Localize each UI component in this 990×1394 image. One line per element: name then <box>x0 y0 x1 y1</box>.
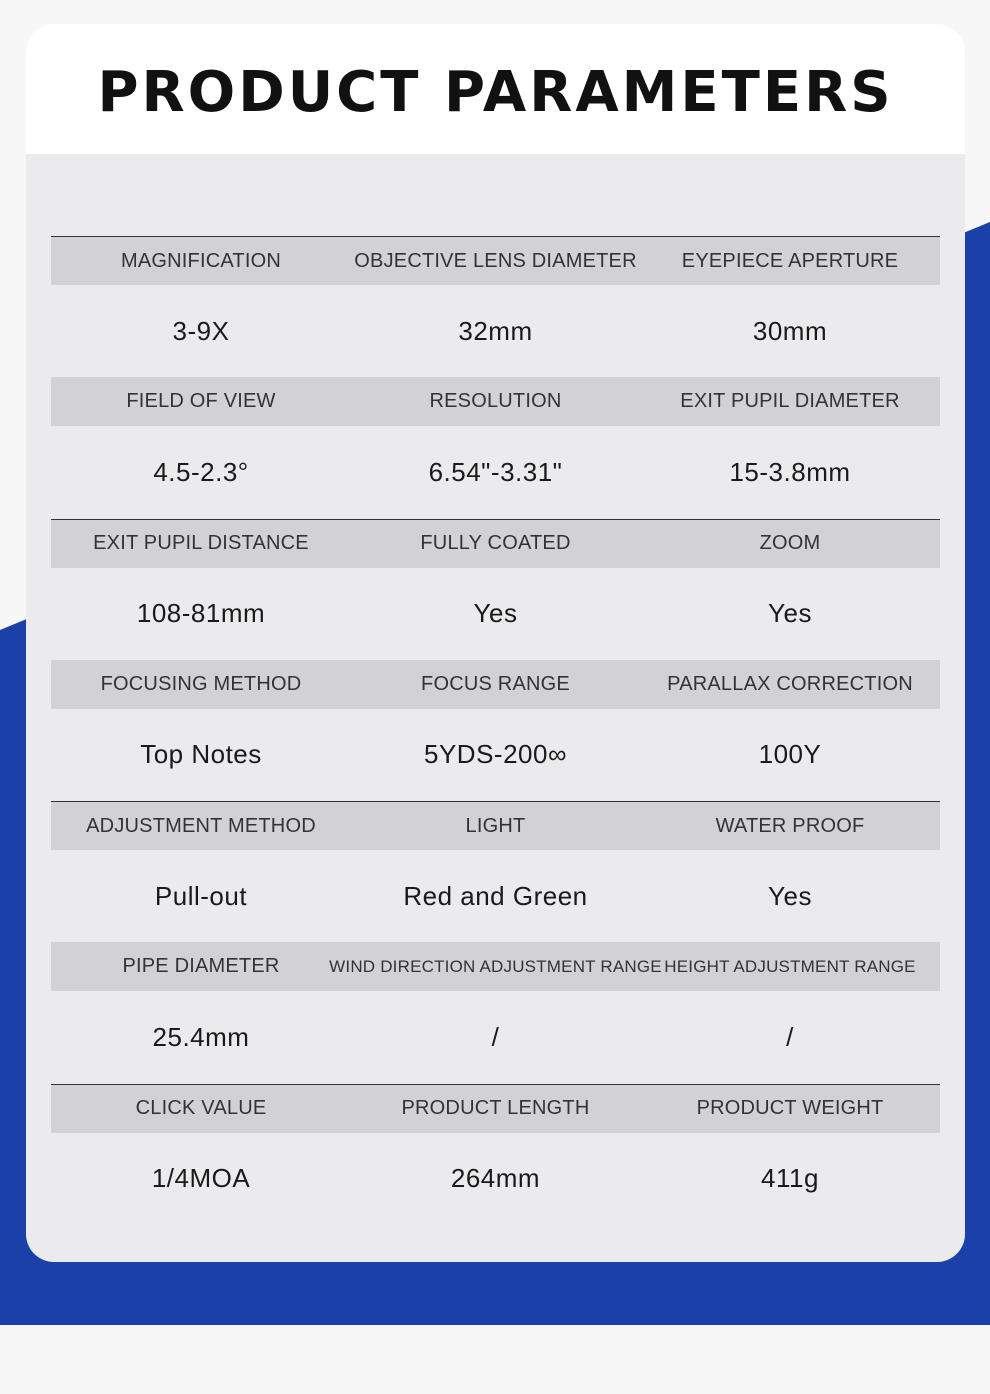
value-row <box>51 285 940 377</box>
label-row <box>51 236 940 285</box>
param-value: 32mm <box>458 315 533 346</box>
param-label: FOCUS RANGE <box>421 672 570 695</box>
param-value: Top Notes <box>140 739 262 770</box>
parameter-group <box>51 377 940 518</box>
parameter-group <box>51 519 940 660</box>
value-row <box>51 991 940 1083</box>
parameter-group <box>51 801 940 942</box>
param-value: 30mm <box>752 315 828 346</box>
value-row <box>51 426 940 518</box>
bottom-strip <box>0 1325 990 1394</box>
param-value: 108-81mm <box>136 598 266 629</box>
parameter-group <box>51 1084 940 1225</box>
param-label: WIND DIRECTION ADJUSTMENT RANGE <box>329 956 662 976</box>
value-row <box>51 568 940 660</box>
parameters-table <box>51 236 940 1225</box>
param-value: Pull-out <box>154 880 248 911</box>
param-label: PRODUCT WEIGHT <box>696 1097 884 1120</box>
param-value: 5YDS-200∞ <box>424 739 567 770</box>
param-label: FULLY COATED <box>420 532 571 555</box>
page-title: PRODUCT PARAMETERS <box>97 60 894 125</box>
param-value: Yes <box>768 598 812 629</box>
param-value: / <box>786 1021 794 1052</box>
param-label: PARALLAX CORRECTION <box>667 672 913 695</box>
param-label: RESOLUTION <box>429 390 562 413</box>
param-label: PRODUCT LENGTH <box>401 1097 590 1120</box>
parameter-group <box>51 236 940 377</box>
param-label: MAGNIFICATION <box>120 249 281 272</box>
param-value: 25.4mm <box>152 1021 250 1052</box>
param-value: 264mm <box>450 1163 541 1194</box>
label-row <box>51 660 940 709</box>
param-value: 3-9X <box>172 315 230 346</box>
param-label: EXIT PUPIL DISTANCE <box>93 532 309 555</box>
param-label: FIELD OF VIEW <box>126 390 276 413</box>
param-value: 6.54"-3.31" <box>428 456 563 487</box>
label-row <box>51 801 940 850</box>
param-value: 1/4MOA <box>151 1163 251 1194</box>
parameter-group <box>51 660 940 801</box>
param-value: 15-3.8mm <box>729 456 851 487</box>
param-label: HEIGHT ADJUSTMENT RANGE <box>664 956 916 976</box>
parameter-group <box>51 942 940 1083</box>
param-label: LIGHT <box>465 814 526 837</box>
param-value: 100Y <box>758 739 822 770</box>
label-row <box>51 1084 940 1133</box>
param-label: FOCUSING METHOD <box>100 672 302 695</box>
param-label: WATER PROOF <box>715 814 865 837</box>
label-row <box>51 942 940 991</box>
label-row <box>51 519 940 568</box>
param-value: / <box>491 1021 500 1052</box>
param-label: CLICK VALUE <box>135 1097 267 1120</box>
value-row <box>51 1133 940 1225</box>
param-label: PIPE DIAMETER <box>122 955 280 978</box>
label-row <box>51 377 940 426</box>
param-value: 411g <box>761 1163 819 1194</box>
param-label: ADJUSTMENT METHOD <box>86 814 316 837</box>
param-label: ZOOM <box>759 532 821 555</box>
param-value: Yes <box>473 598 518 629</box>
param-label: EXIT PUPIL DIAMETER <box>680 390 900 413</box>
parameters-card <box>26 24 965 1262</box>
card-header <box>26 24 965 154</box>
param-value: 4.5-2.3° <box>153 456 249 487</box>
param-label: OBJECTIVE LENS DIAMETER <box>354 249 637 272</box>
value-row <box>51 709 940 801</box>
param-label: EYEPIECE APERTURE <box>681 249 899 272</box>
param-value: Red and Green <box>403 880 588 911</box>
value-row <box>51 850 940 942</box>
param-value: Yes <box>768 880 812 911</box>
